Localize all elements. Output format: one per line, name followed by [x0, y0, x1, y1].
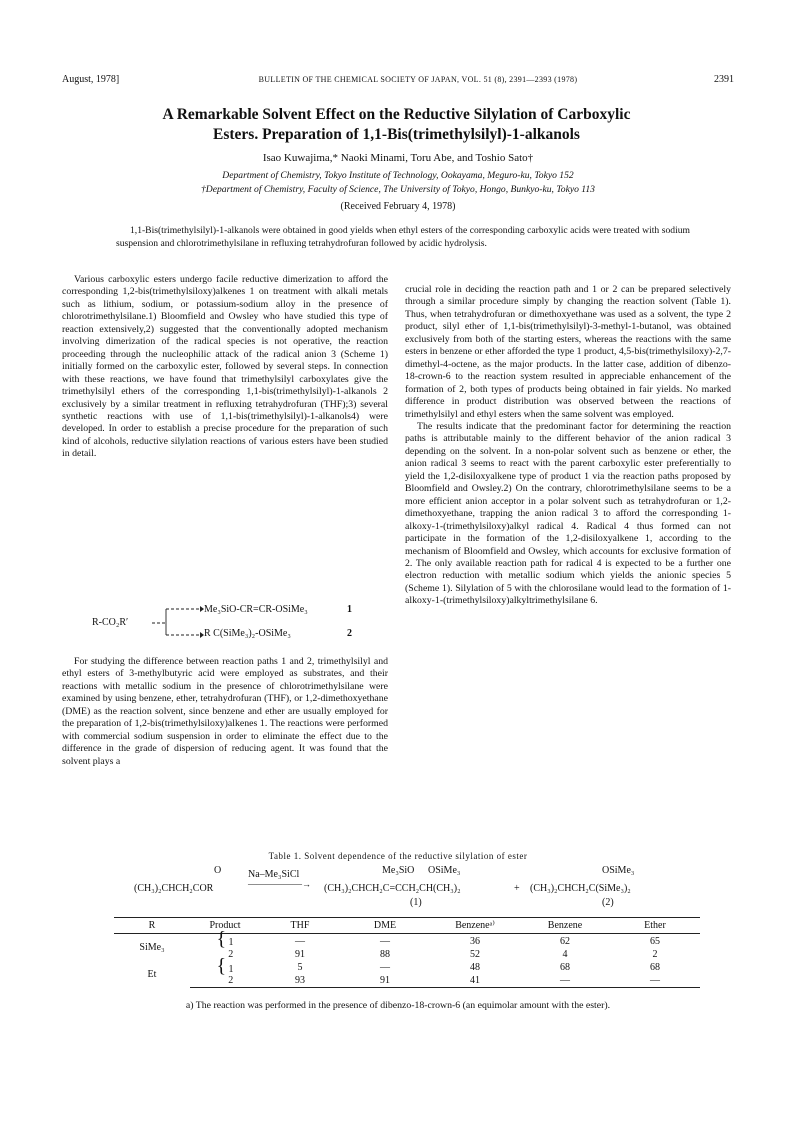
table-header-row — [114, 918, 700, 934]
article-title — [70, 105, 723, 145]
cell-r: SiMe₃ — [139, 941, 165, 953]
table-footnote: a) The reaction was performed in the presence of dibenzo-18-crown-6 (an equimolar amount with the ester). — [185, 1000, 611, 1011]
cell-product: 2 — [190, 975, 260, 988]
cell-r: Et — [147, 968, 157, 980]
product-1-formula: (CH₃)₂CHCH₂C=CCH₂CH(CH₃)₂ — [324, 883, 461, 894]
cell-ether: 2 — [652, 948, 658, 960]
left-paragraph-2: For studying the difference between reaction paths 1 and 2, trimethylsilyl and ethyl esters of 3-methylbutyric acid were employed as substrates, and their reactions with metallic sodium in the presence of chlorotrimethylsilane were examined by using benzene, ether, tetrahydrofuran (THF), or 1,2-dimethoxyethane (DME) as the reaction solvent, since benzene and ether are usually employed for the preparation of 1,2-bis(trimethylsiloxy)alkenes 1. The reactions were performed with commercial sodium suspension in order to eliminate the effect due to the difference in the grade of dispersion of reducing agent. It was found that the solvent plays a — [62, 656, 388, 767]
right-paragraph-2: The results indicate that the predominant factor for determining the reaction paths is attributable mainly to the different behavior of the anion radical 3 depending on the solvent. In a non-polar solvent such as benzene or ether, the anion radical 3 seems to react with the parent carboxylic ester preferentially to yield the 1,2-disiloxyalkene type of product 1 via the reaction paths proposed by Bloomfield and Owsley.2) On the contrary, chlorotrimethylsilane seems to be a more efficient anion acceptor in a polar solvent such as tetrahydrofuran or 1,2-dimethoxyethane, trapping the anion radical 3 to afford the corresponding 1-alkoxy-1-(trimethylsiloxy)alkyl radical 4. Radical 4 thus formed can not participate in the formation of the 1,2-disiloxyalkene 1, according to the mechanism of Bloomfield and Owsley, which accounts for exclusive formation of 2. The only available reaction path for radical 4 is expected to be a further one electron reduction with metallic sodium which yields the anionic species 5 (Scheme 1). Silylation of 5 with the chlorosilane would lead to the formation of 1-alkoxy-1-(trimethylsiloxy)alkyltrimethylsilane 6. — [405, 420, 731, 607]
cell-thf: 93 — [260, 975, 340, 988]
results-table — [114, 917, 700, 988]
right-paragraph-1: crucial role in deciding the reaction path and 1 or 2 can be prepared selectively through a similar procedure simply by changing the reaction solvent (Table 1). Thus, when tetrahydrofuran or dimethoxyethane was used as a solvent, the type 2 product, silyl ether of 1,1-bis(trimethylsilyl)-3-methyl-1-butanol, was obtained exclusively from both of the starting esters, whereas the reactions with the same esters in benzene or ether afforded the type 1 product, 4,5-bis(trimethylsiloxy)-2,7-dimethyl-4-octene, as the major products. In the latter case, addition of dibenzo-18-crown-6 to the reaction system resulted in appreciable enhancement of the formation of 2, both types of products being obtained in fair yields. No marked difference in product distribution was observed between the reactions of trimethylsilyl and ethyl esters when the same solvent was employed. — [405, 284, 731, 420]
cell-ether: 68 — [650, 962, 660, 973]
cell-benzene: 4 — [562, 948, 568, 960]
product-2-formula: (CH₃)₂CHCH₂C(SiMe₃)₂ — [530, 883, 631, 894]
carbonyl-oxygen: O — [214, 865, 222, 876]
cell-thf: 5 — [297, 962, 303, 973]
affiliation-2: †Department of Chemistry, Faculty of Science, The University of Tokyo, Hongo, Bunkyo-ku, Tokyo 113 — [201, 184, 595, 195]
scheme-product-1: Me₃SiO-CR=CR-OSiMe₃ — [204, 604, 308, 615]
scheme-product-2: R C(SiMe₃)₂-OSiMe₃ — [204, 628, 291, 639]
table-row — [114, 961, 700, 975]
scheme-number-2: 2 — [347, 628, 352, 639]
table-reaction-equation — [62, 865, 734, 915]
cell-dme: 91 — [340, 975, 430, 988]
cell-dme: — — [380, 935, 390, 947]
left-column-lower — [62, 656, 388, 768]
header-page-number: 2391 — [714, 74, 734, 85]
left-column — [62, 274, 388, 461]
col-header-product: Product — [190, 918, 260, 934]
cell-thf: — — [295, 935, 305, 947]
scheme-branch-arrows — [152, 602, 204, 646]
cell-benzene-a: 48 — [470, 962, 480, 973]
col-header-thf: THF — [260, 918, 340, 934]
col-header-dme: DME — [340, 918, 430, 934]
scheme-number-1: 1 — [347, 604, 352, 615]
left-paragraph-1: Various carboxylic esters undergo facile reductive dimerization to afford the corresponding 1,2-bis(trimethylsiloxy)alkenes 1 on treatment with alkali metals such as lithium, sodium, or potassium-sodium alloy in the presence of chlorotrimethylsilane.1) Bloomfield and Owsley who have studied this type of reaction extensively,2) suggested that the conventionally adopted mechanism involving dimerization of the radical species is not operative, the reaction proceeding through the nucleophilic attack of the radical anion 3 (Scheme 1) initially formed on the carboxylic ester, followed by several steps. In connection with these reactions, we have found that trimethylsilyl carboxylates give the trimethylsilyl ethers of the corresponding 1,1-bis(trimethylsilyl)-1-alkanols 2 exclusively by a similar treatment in refluxing tetrahydrofuran (THF);3) several synthetic reactions with use of 1,1-bis(trimethylsilyl)-1-alkanols4) were developed. In order to establish a precise procedure for the preparation of such kind of alcohols, reductive silylation reactions of various esters have been studied in detail. — [62, 274, 388, 460]
product-1-label: (1) — [410, 897, 422, 908]
cell-product: { 1 — [216, 928, 234, 950]
abstract: 1,1-Bis(trimethylsilyl)-1-alkanols were obtained in good yields when ethyl esters of the corresponding carboxylic acids were treated with sodium suspension and chlorotrimethylsilane in refluxing tetrahydrofuran followed by acidic hydrolysis. — [116, 225, 690, 249]
title-line-2: Esters. Preparation of 1,1-Bis(trimethylsilyl)-1-alkanols — [213, 126, 580, 143]
cell-product: 2 — [228, 948, 234, 960]
cell-benzene-a: 41 — [430, 975, 520, 988]
col-header-benzene-a: Benzeneᵃ⁾ — [430, 918, 520, 934]
cell-benzene-a: 36 — [470, 935, 480, 947]
col-header-r: R — [114, 918, 190, 934]
col-header-ether: Ether — [610, 918, 700, 934]
product-2-label: (2) — [602, 897, 614, 908]
header-date: August, 1978] — [62, 74, 120, 85]
me3sio-label: Me₃SiO — [382, 865, 415, 876]
cell-benzene: 68 — [560, 962, 570, 973]
table-caption: Table 1. Solvent dependence of the reductive silylation of ester — [268, 851, 528, 861]
reagent-label: Na–Me₃SiCl — [248, 869, 300, 880]
cell-dme: 88 — [380, 948, 390, 960]
cell-product: { 1 — [216, 954, 234, 977]
osime3-label-b: OSiMe₃ — [602, 865, 635, 876]
osime3-label-a: OSiMe₃ — [428, 865, 461, 876]
scheme-reactant: R-CO₂R′ — [92, 617, 129, 628]
cell-benzene: — — [520, 975, 610, 988]
cell-dme: — — [380, 962, 390, 973]
table-row — [114, 975, 700, 988]
reaction-arrow: ——————→ — [248, 879, 311, 889]
cell-ether: — — [610, 975, 700, 988]
plus-sign: + — [514, 883, 520, 894]
table-row — [114, 948, 700, 961]
title-line-1: A Remarkable Solvent Effect on the Reductive Silylation of Carboxylic — [162, 106, 631, 123]
cell-thf: 91 — [295, 948, 305, 960]
received-date: (Received February 4, 1978) — [340, 201, 456, 212]
right-column — [405, 284, 731, 608]
author-list: Isao Kuwajima,* Naoki Minami, Toru Abe, and Toshio Sato† — [262, 152, 534, 164]
cell-ether: 65 — [650, 935, 660, 947]
running-header — [62, 74, 734, 88]
cell-benzene-a: 52 — [470, 948, 480, 960]
col-header-benzene: Benzene — [520, 918, 610, 934]
table-row — [114, 934, 700, 949]
substrate-formula: (CH₃)₂CHCH₂COR — [134, 883, 214, 894]
reaction-scheme — [92, 602, 382, 646]
affiliation-1: Department of Chemistry, Tokyo Institute of Technology, Ookayama, Meguro-ku, Tokyo 152 — [222, 170, 574, 181]
header-journal: BULLETIN OF THE CHEMICAL SOCIETY OF JAPAN, VOL. 51 (8), 2391—2393 (1978) — [258, 75, 578, 84]
cell-benzene: 62 — [560, 935, 570, 947]
